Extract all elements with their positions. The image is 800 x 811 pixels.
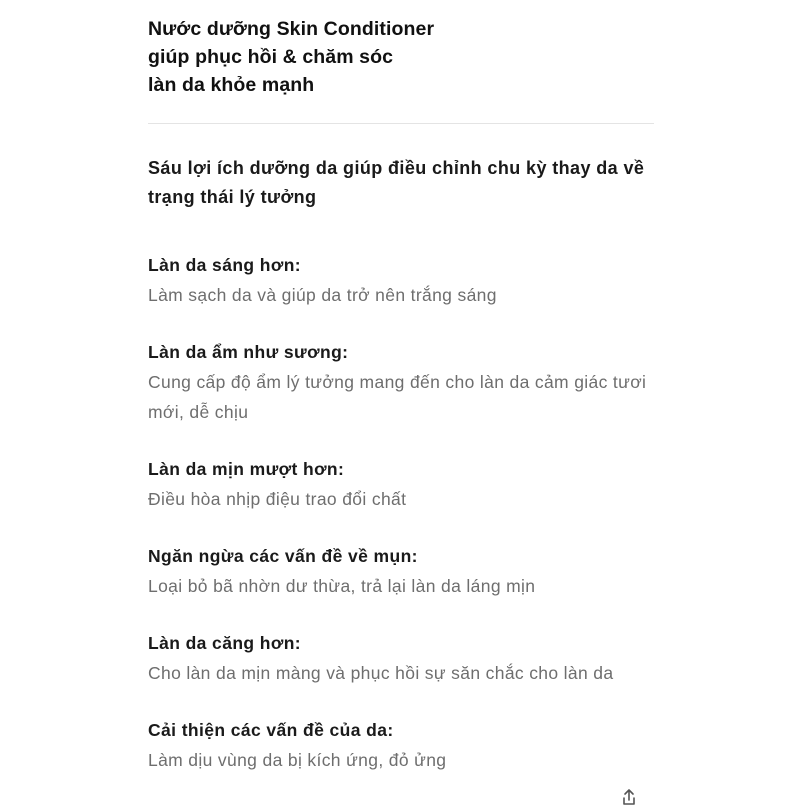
benefit-description: Cho làn da mịn màng và phục hồi sự săn chắc cho làn da bbox=[148, 663, 614, 683]
benefits-section bbox=[148, 154, 668, 802]
benefit-heading: Cải thiện các vấn đề của da: bbox=[148, 720, 394, 740]
benefit-item bbox=[148, 715, 668, 775]
benefit-heading: Làn da mịn mượt hơn: bbox=[148, 459, 345, 479]
benefit-heading: Làn da ẩm như sương: bbox=[148, 342, 349, 362]
benefits-intro: Sáu lợi ích dưỡng da giúp điều chỉnh chu kỳ thay da về trạng thái lý tưởng bbox=[148, 158, 645, 207]
benefit-item bbox=[148, 337, 668, 427]
product-title-line: giúp phục hồi & chăm sóc bbox=[148, 46, 394, 68]
benefit-heading: Ngăn ngừa các vấn đề về mụn: bbox=[148, 546, 418, 566]
benefit-item bbox=[148, 541, 668, 601]
share-icon[interactable] bbox=[620, 788, 638, 806]
benefit-heading: Làn da căng hơn: bbox=[148, 633, 302, 653]
section-divider bbox=[148, 123, 654, 124]
benefit-item bbox=[148, 250, 668, 310]
product-title bbox=[148, 15, 668, 99]
benefit-description: Làm dịu vùng da bị kích ứng, đỏ ửng bbox=[148, 750, 447, 770]
benefit-description: Làm sạch da và giúp da trở nên trắng sáng bbox=[148, 285, 497, 305]
product-title-line: Nước dưỡng Skin Conditioner bbox=[148, 18, 435, 40]
benefit-description: Loại bỏ bã nhờn dư thừa, trả lại làn da láng mịn bbox=[148, 576, 536, 596]
benefit-item bbox=[148, 454, 668, 514]
benefit-heading: Làn da sáng hơn: bbox=[148, 255, 302, 275]
product-title-line: làn da khỏe mạnh bbox=[148, 74, 315, 96]
benefit-item bbox=[148, 628, 668, 688]
benefit-description: Điều hòa nhịp điệu trao đổi chất bbox=[148, 489, 407, 509]
benefit-description: Cung cấp độ ẩm lý tưởng mang đến cho làn da cảm giác tươi mới, dễ chịu bbox=[148, 372, 647, 422]
